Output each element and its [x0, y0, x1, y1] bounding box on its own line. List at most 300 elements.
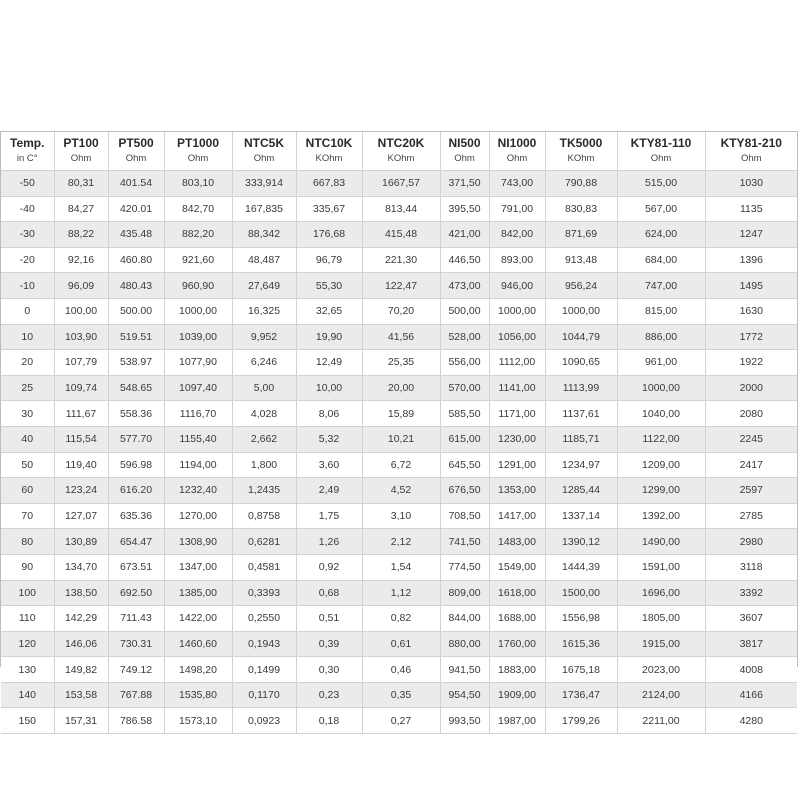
resistance-cell: 460.80	[108, 247, 164, 273]
resistance-cell: 1483,00	[489, 529, 545, 555]
resistance-cell: 1696,00	[617, 580, 705, 606]
resistance-cell: 0,23	[296, 682, 362, 708]
resistance-cell: 803,10	[164, 171, 232, 197]
resistance-cell: 1299,00	[617, 478, 705, 504]
resistance-cell: 790,88	[545, 171, 617, 197]
resistance-cell: 1392,00	[617, 503, 705, 529]
table-header-row	[1, 132, 797, 171]
temperature-cell: 80	[1, 529, 54, 555]
resistance-cell: 0,6281	[232, 529, 296, 555]
temperature-cell: 30	[1, 401, 54, 427]
resistance-cell: 1044,79	[545, 324, 617, 350]
resistance-cell: 616.20	[108, 478, 164, 504]
resistance-cell: 1209,00	[617, 452, 705, 478]
resistance-cell: 1230,00	[489, 426, 545, 452]
resistance-cell: 80,31	[54, 171, 108, 197]
resistance-cell: 2980	[705, 529, 797, 555]
resistance-cell: 123,24	[54, 478, 108, 504]
resistance-cell: 956,24	[545, 273, 617, 299]
resistance-cell: 2,662	[232, 426, 296, 452]
resistance-cell: 1987,00	[489, 708, 545, 734]
table-row	[1, 171, 797, 197]
column-name: Temp.	[10, 136, 45, 150]
resistance-cell: 25,35	[362, 350, 440, 376]
resistance-cell: 2245	[705, 426, 797, 452]
resistance-cell: 0,1499	[232, 657, 296, 683]
resistance-cell: 157,31	[54, 708, 108, 734]
temperature-cell: 25	[1, 375, 54, 401]
column-header	[164, 132, 232, 171]
resistance-cell: 921,60	[164, 247, 232, 273]
resistance-cell: 3607	[705, 606, 797, 632]
resistance-cell: 1040,00	[617, 401, 705, 427]
column-name: NTC10K	[305, 136, 353, 150]
column-unit: Ohm	[253, 153, 275, 164]
temperature-cell: -50	[1, 171, 54, 197]
table-row	[1, 554, 797, 580]
column-unit: Ohm	[70, 153, 92, 164]
resistance-cell: 1000,00	[489, 298, 545, 324]
resistance-cell: 747,00	[617, 273, 705, 299]
resistance-cell: 2000	[705, 375, 797, 401]
resistance-cell: 3817	[705, 631, 797, 657]
resistance-cell: 12,49	[296, 350, 362, 376]
resistance-cell: 1,54	[362, 554, 440, 580]
resistance-cell: 882,20	[164, 222, 232, 248]
temperature-cell: -10	[1, 273, 54, 299]
resistance-cell: 842,00	[489, 222, 545, 248]
resistance-cell: 55,30	[296, 273, 362, 299]
resistance-cell: 70,20	[362, 298, 440, 324]
table-row	[1, 401, 797, 427]
resistance-cell: 1234,97	[545, 452, 617, 478]
table-row	[1, 375, 797, 401]
temperature-cell: -30	[1, 222, 54, 248]
resistance-cell: 335,67	[296, 196, 362, 222]
column-name: KTY81-110	[630, 136, 692, 150]
resistance-cell: 395,50	[440, 196, 489, 222]
resistance-cell: 119,40	[54, 452, 108, 478]
resistance-cell: 1535,80	[164, 682, 232, 708]
resistance-cell: 3118	[705, 554, 797, 580]
column-header	[617, 132, 705, 171]
resistance-cell: 1883,00	[489, 657, 545, 683]
resistance-cell: 941,50	[440, 657, 489, 683]
resistance-cell: 813,44	[362, 196, 440, 222]
resistance-cell: 519.51	[108, 324, 164, 350]
resistance-cell: 1308,90	[164, 529, 232, 555]
resistance-cell: 1805,00	[617, 606, 705, 632]
resistance-cell: 0,0923	[232, 708, 296, 734]
table-row	[1, 503, 797, 529]
resistance-cell: 146,06	[54, 631, 108, 657]
column-unit: KOhm	[387, 153, 415, 164]
resistance-cell: 515,00	[617, 171, 705, 197]
column-header	[232, 132, 296, 171]
resistance-cell: 886,00	[617, 324, 705, 350]
resistance-cell: 1799,26	[545, 708, 617, 734]
column-unit: KOhm	[315, 153, 343, 164]
resistance-cell: 134,70	[54, 554, 108, 580]
resistance-cell: 3,60	[296, 452, 362, 478]
resistance-cell: 1270,00	[164, 503, 232, 529]
resistance-cell: 5,00	[232, 375, 296, 401]
table-row	[1, 452, 797, 478]
resistance-cell: 401.54	[108, 171, 164, 197]
temperature-cell: 120	[1, 631, 54, 657]
table-row	[1, 247, 797, 273]
resistance-cell: 27,649	[232, 273, 296, 299]
resistance-cell: 1247	[705, 222, 797, 248]
resistance-cell: 371,50	[440, 171, 489, 197]
resistance-cell: 1097,40	[164, 375, 232, 401]
resistance-cell: 2,12	[362, 529, 440, 555]
resistance-cell: 880,00	[440, 631, 489, 657]
resistance-cell: 176,68	[296, 222, 362, 248]
resistance-cell: 673.51	[108, 554, 164, 580]
resistance-cell: 1760,00	[489, 631, 545, 657]
resistance-cell: 435.48	[108, 222, 164, 248]
resistance-cell: 0,61	[362, 631, 440, 657]
column-header	[362, 132, 440, 171]
resistance-cell: 84,27	[54, 196, 108, 222]
resistance-cell: 421,00	[440, 222, 489, 248]
column-unit: Ohm	[187, 153, 209, 164]
resistance-cell: 10,21	[362, 426, 440, 452]
resistance-cell: 624,00	[617, 222, 705, 248]
resistance-cell: 4,52	[362, 478, 440, 504]
resistance-cell: 480.43	[108, 273, 164, 299]
resistance-cell: 1285,44	[545, 478, 617, 504]
column-name: PT100	[63, 136, 99, 150]
resistance-cell: 1,12	[362, 580, 440, 606]
resistance-cell: 1385,00	[164, 580, 232, 606]
resistance-cell: 6,72	[362, 452, 440, 478]
column-header	[296, 132, 362, 171]
column-unit: Ohm	[506, 153, 528, 164]
resistance-cell: 8,06	[296, 401, 362, 427]
resistance-cell: 1056,00	[489, 324, 545, 350]
resistance-cell: 548.65	[108, 375, 164, 401]
temperature-cell: 90	[1, 554, 54, 580]
resistance-cell: 1122,00	[617, 426, 705, 452]
temperature-cell: 150	[1, 708, 54, 734]
resistance-cell: 138,50	[54, 580, 108, 606]
column-unit: KOhm	[567, 153, 595, 164]
column-unit: Ohm	[125, 153, 147, 164]
column-header	[440, 132, 489, 171]
resistance-cell: 1675,18	[545, 657, 617, 683]
resistance-cell: 92,16	[54, 247, 108, 273]
resistance-cell: 1772	[705, 324, 797, 350]
resistance-cell: 0,4581	[232, 554, 296, 580]
resistance-cell: 774,50	[440, 554, 489, 580]
table-row	[1, 426, 797, 452]
resistance-cell: 0,46	[362, 657, 440, 683]
resistance-cell: 567,00	[617, 196, 705, 222]
resistance-cell: 149,82	[54, 657, 108, 683]
resistance-cell: 1390,12	[545, 529, 617, 555]
table-row	[1, 196, 797, 222]
resistance-cell: 1,2435	[232, 478, 296, 504]
resistance-cell: 1591,00	[617, 554, 705, 580]
resistance-cell: 1460,60	[164, 631, 232, 657]
resistance-cell: 1347,00	[164, 554, 232, 580]
resistance-cell: 1396	[705, 247, 797, 273]
column-unit: Ohm	[740, 153, 762, 164]
temperature-cell: 60	[1, 478, 54, 504]
temperature-cell: 130	[1, 657, 54, 683]
resistance-cell: 558.36	[108, 401, 164, 427]
resistance-cell: 961,00	[617, 350, 705, 376]
table-row	[1, 222, 797, 248]
resistance-cell: 0,8758	[232, 503, 296, 529]
resistance-cell: 4,028	[232, 401, 296, 427]
column-unit: Ohm	[650, 153, 672, 164]
table-row	[1, 580, 797, 606]
column-unit: Ohm	[454, 153, 475, 164]
resistance-cell: 1444,39	[545, 554, 617, 580]
resistance-cell: 1194,00	[164, 452, 232, 478]
resistance-cell: 107,79	[54, 350, 108, 376]
resistance-cell: 556,00	[440, 350, 489, 376]
resistance-cell: 2211,00	[617, 708, 705, 734]
resistance-cell: 645,50	[440, 452, 489, 478]
resistance-cell: 2080	[705, 401, 797, 427]
resistance-cell: 0,82	[362, 606, 440, 632]
resistance-cell: 538.97	[108, 350, 164, 376]
resistance-cell: 5,32	[296, 426, 362, 452]
resistance-cell: 103,90	[54, 324, 108, 350]
resistance-cell: 577.70	[108, 426, 164, 452]
resistance-cell: 2124,00	[617, 682, 705, 708]
resistance-cell: 88,342	[232, 222, 296, 248]
table-row	[1, 298, 797, 324]
resistance-cell: 4008	[705, 657, 797, 683]
resistance-cell: 1688,00	[489, 606, 545, 632]
resistance-cell: 830,83	[545, 196, 617, 222]
resistance-cell: 1618,00	[489, 580, 545, 606]
temperature-cell: 0	[1, 298, 54, 324]
resistance-cell: 1,26	[296, 529, 362, 555]
column-header	[108, 132, 164, 171]
resistance-cell: 946,00	[489, 273, 545, 299]
table-row	[1, 631, 797, 657]
temperature-cell: -20	[1, 247, 54, 273]
resistance-cell: 115,54	[54, 426, 108, 452]
resistance-cell: 122,47	[362, 273, 440, 299]
resistance-cell: 1112,00	[489, 350, 545, 376]
resistance-cell: 1113,99	[545, 375, 617, 401]
resistance-cell: 2417	[705, 452, 797, 478]
resistance-cell: 0,3393	[232, 580, 296, 606]
resistance-cell: 0,1170	[232, 682, 296, 708]
column-name: NI500	[448, 136, 481, 150]
resistance-cell: 0,1943	[232, 631, 296, 657]
resistance-cell: 1116,70	[164, 401, 232, 427]
resistance-cell: 41,56	[362, 324, 440, 350]
resistance-cell: 1615,36	[545, 631, 617, 657]
column-name: PT500	[118, 136, 154, 150]
resistance-cell: 684,00	[617, 247, 705, 273]
resistance-cell: 0,35	[362, 682, 440, 708]
resistance-cell: 1417,00	[489, 503, 545, 529]
resistance-cell: 791,00	[489, 196, 545, 222]
resistance-cell: 153,58	[54, 682, 108, 708]
temperature-cell: 20	[1, 350, 54, 376]
resistance-cell: 127,07	[54, 503, 108, 529]
resistance-cell: 1498,20	[164, 657, 232, 683]
table-row	[1, 606, 797, 632]
resistance-cell: 4166	[705, 682, 797, 708]
resistance-cell: 913,48	[545, 247, 617, 273]
resistance-cell: 1556,98	[545, 606, 617, 632]
resistance-cell: 1090,65	[545, 350, 617, 376]
resistance-cell: 1573,10	[164, 708, 232, 734]
temperature-cell: 50	[1, 452, 54, 478]
resistance-cell: 415,48	[362, 222, 440, 248]
resistance-cell: 500.00	[108, 298, 164, 324]
column-name: NTC20K	[377, 136, 425, 150]
column-unit: in C°	[16, 153, 38, 164]
resistance-cell: 167,835	[232, 196, 296, 222]
resistance-cell: 635.36	[108, 503, 164, 529]
resistance-cell: 2023,00	[617, 657, 705, 683]
resistance-cell: 15,89	[362, 401, 440, 427]
column-name: PT1000	[176, 136, 220, 150]
resistance-cell: 1291,00	[489, 452, 545, 478]
resistance-cell: 142,29	[54, 606, 108, 632]
resistance-cell: 743,00	[489, 171, 545, 197]
resistance-cell: 96,79	[296, 247, 362, 273]
resistance-cell: 1549,00	[489, 554, 545, 580]
resistance-cell: 0,2550	[232, 606, 296, 632]
resistance-cell: 1000,00	[545, 298, 617, 324]
resistance-cell: 221,30	[362, 247, 440, 273]
resistance-cell: 19,90	[296, 324, 362, 350]
temperature-cell: 140	[1, 682, 54, 708]
resistance-cell: 615,00	[440, 426, 489, 452]
resistance-cell: 1422,00	[164, 606, 232, 632]
resistance-cell: 333,914	[232, 171, 296, 197]
table-row	[1, 273, 797, 299]
resistance-cell: 654.47	[108, 529, 164, 555]
table-body	[1, 171, 797, 734]
resistance-cell: 954,50	[440, 682, 489, 708]
resistance-cell: 32,65	[296, 298, 362, 324]
resistance-cell: 676,50	[440, 478, 489, 504]
resistance-cell: 0,18	[296, 708, 362, 734]
resistance-cell: 960,90	[164, 273, 232, 299]
resistance-cell: 711.43	[108, 606, 164, 632]
resistance-cell: 1030	[705, 171, 797, 197]
table-row	[1, 529, 797, 555]
resistance-cell: 1353,00	[489, 478, 545, 504]
column-name: NTC5K	[243, 136, 284, 150]
resistance-cell: 749.12	[108, 657, 164, 683]
resistance-cell: 585,50	[440, 401, 489, 427]
table-row	[1, 708, 797, 734]
resistance-cell: 4280	[705, 708, 797, 734]
resistance-cell: 1135	[705, 196, 797, 222]
resistance-cell: 741,50	[440, 529, 489, 555]
column-header	[54, 132, 108, 171]
resistance-cell: 0,30	[296, 657, 362, 683]
column-name: NI1000	[497, 136, 537, 150]
temperature-cell: 70	[1, 503, 54, 529]
resistance-cell: 2,49	[296, 478, 362, 504]
resistance-cell: 3,10	[362, 503, 440, 529]
resistance-cell: 767.88	[108, 682, 164, 708]
resistance-cell: 1337,14	[545, 503, 617, 529]
resistance-cell: 1915,00	[617, 631, 705, 657]
resistance-cell: 596.98	[108, 452, 164, 478]
resistance-cell: 48,487	[232, 247, 296, 273]
table-row	[1, 324, 797, 350]
resistance-cell: 0,39	[296, 631, 362, 657]
resistance-cell: 109,74	[54, 375, 108, 401]
resistance-cell: 446,50	[440, 247, 489, 273]
resistance-cell: 1171,00	[489, 401, 545, 427]
column-name: TK5000	[559, 136, 603, 150]
resistance-cell: 1736,47	[545, 682, 617, 708]
resistance-cell: 0,51	[296, 606, 362, 632]
resistance-cell: 1922	[705, 350, 797, 376]
temperature-cell: -40	[1, 196, 54, 222]
resistance-cell: 786.58	[108, 708, 164, 734]
resistance-cell: 842,70	[164, 196, 232, 222]
resistance-cell: 570,00	[440, 375, 489, 401]
resistance-cell: 20,00	[362, 375, 440, 401]
resistance-cell: 1185,71	[545, 426, 617, 452]
resistance-cell: 871,69	[545, 222, 617, 248]
resistance-cell: 844,00	[440, 606, 489, 632]
resistance-cell: 0,68	[296, 580, 362, 606]
resistance-cell: 2785	[705, 503, 797, 529]
temperature-cell: 10	[1, 324, 54, 350]
resistance-cell: 16,325	[232, 298, 296, 324]
resistance-cell: 993,50	[440, 708, 489, 734]
resistance-cell: 708,50	[440, 503, 489, 529]
column-header	[1, 132, 54, 171]
resistance-cell: 3392	[705, 580, 797, 606]
resistance-cell: 111,67	[54, 401, 108, 427]
table-row	[1, 478, 797, 504]
resistance-cell: 1667,57	[362, 171, 440, 197]
resistance-cell: 1909,00	[489, 682, 545, 708]
temperature-cell: 100	[1, 580, 54, 606]
resistance-cell: 10,00	[296, 375, 362, 401]
resistance-cell: 1495	[705, 273, 797, 299]
resistance-cell: 1630	[705, 298, 797, 324]
resistance-cell: 88,22	[54, 222, 108, 248]
resistance-cell: 1155,40	[164, 426, 232, 452]
resistance-cell: 500,00	[440, 298, 489, 324]
resistance-cell: 9,952	[232, 324, 296, 350]
resistance-cell: 809,00	[440, 580, 489, 606]
resistance-cell: 893,00	[489, 247, 545, 273]
resistance-cell: 473,00	[440, 273, 489, 299]
column-header	[489, 132, 545, 171]
resistance-cell: 1039,00	[164, 324, 232, 350]
resistance-cell: 1141,00	[489, 375, 545, 401]
resistance-cell: 1,800	[232, 452, 296, 478]
resistance-cell: 96,09	[54, 273, 108, 299]
resistance-cell: 100,00	[54, 298, 108, 324]
resistance-cell: 528,00	[440, 324, 489, 350]
resistance-cell: 1137,61	[545, 401, 617, 427]
resistance-table-frame	[0, 131, 798, 727]
